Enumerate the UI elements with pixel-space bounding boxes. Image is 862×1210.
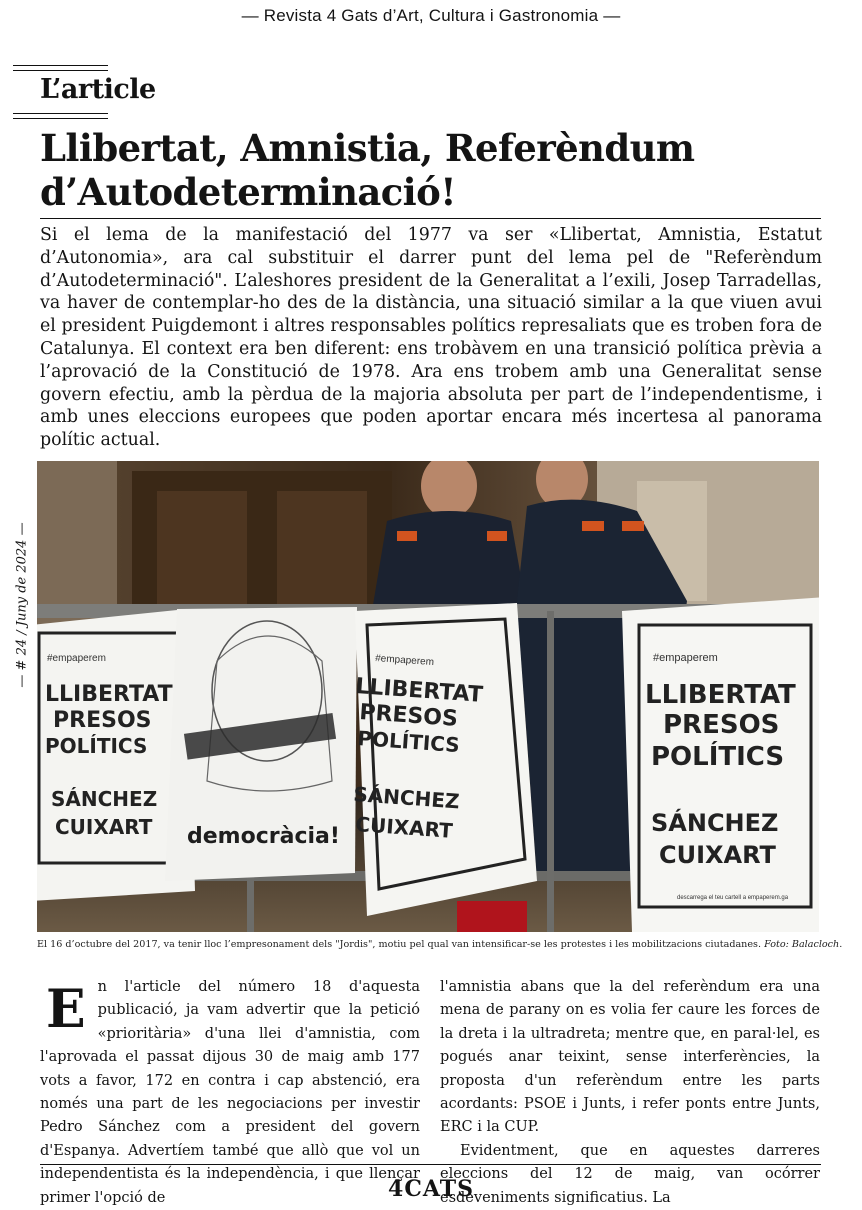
title-rule	[40, 218, 821, 219]
body-paragraph-2: Evidentment, que en aquestes darreres eleccions del 12 de maig, van ocórrer esdeveniments significatius. La	[440, 1142, 820, 1206]
section-rule-bottom	[13, 113, 108, 114]
sign-1-hashtag: #empaperem	[47, 653, 106, 664]
photo-caption	[37, 938, 843, 951]
article-title: Llibertat, Amnistia, Referèndum d’Autodeterminació!	[40, 126, 695, 214]
poster-3	[353, 603, 537, 916]
lead-paragraph	[40, 224, 822, 452]
issue-sidebar	[7, 510, 37, 700]
section-rule-top	[13, 65, 108, 66]
sign-1-line3: POLÍTICS	[45, 734, 148, 758]
sign-1-line5: CUIXART	[55, 815, 153, 839]
magazine-logo: 4CATS	[388, 1176, 474, 1202]
body-left-text: n l'article del número 18 d'aquesta publicació, ja vam advertir que la petició «prioritària» d'una llei d'amnistia, com l'aprovada el passat dijous 30 de maig amb 177 vots a favor, 172 en contra i cap abstenció, era només una part de les negociacions per investir Pedro Sánchez com a president del govern d'Espanya. Advertíem també que allò que vol un independentista és la independència, i que llençar primer l'opció de	[40, 979, 420, 1206]
section-rule-top-2	[13, 70, 108, 71]
drop-cap: E	[46, 979, 86, 1040]
sign-2-slogan: democràcia!	[187, 824, 340, 849]
issue-label: — # 24 / Juny de 2024 —	[14, 522, 30, 688]
sign-1-line1: LLIBERTAT	[45, 682, 173, 707]
sign-4-line5: CUIXART	[659, 841, 776, 869]
sign-4-line4: SÁNCHEZ	[651, 809, 779, 837]
caption-credit: Foto: Balacloch.	[764, 939, 843, 950]
body-paragraph-1	[40, 976, 420, 1210]
sign-3-hashtag: #empaperem	[374, 653, 435, 669]
sign-3-line3: POLÍTICS	[356, 726, 461, 758]
poster-2	[165, 607, 357, 881]
body-column-right	[440, 976, 820, 1210]
sign-4-hashtag: #empaperem	[653, 652, 718, 664]
sign-1-line4: SÁNCHEZ	[51, 787, 158, 811]
sign-4-footer: descarrega el teu cartell a empaperem.ga	[677, 895, 789, 901]
sign-1-line2: PRESOS	[53, 708, 152, 733]
poster-4	[622, 597, 819, 932]
body-column-left	[40, 976, 420, 1210]
sign-3-line2: PRESOS	[358, 700, 459, 732]
body-paragraph-1-cont: l'amnistia abans que la del referèndum era una mena de parany on es volia fer caure les forces de la dreta i la ultradreta; mentre que, en paral·lel, es pogués anar teixint, sense interferències, la proposta d'un referèndum entre les parts acordants: PSOE i Junts, i refer ponts entre Junts, ERC i la CUP.	[440, 979, 820, 1136]
sign-4-line2: PRESOS	[663, 710, 780, 740]
masthead: — Revista 4 Gats d’Art, Cultura i Gastronomia —	[241, 6, 621, 25]
sign-3-line1: LLIBERTAT	[354, 674, 484, 708]
sign-3-line4: SÁNCHEZ	[352, 782, 461, 814]
lead-text: Si el lema de la manifestació del 1977 va ser «Llibertat, Amnistia, Estatut d’Autonomia», ara cal substituir el darrer punt del lema pel de "Referèndum d’Autodeterminació". L’aleshores president de la Generalitat a l’exili, Josep Tarradellas, va haver de contemplar-ho des de la distància, una situació similar a la que viuen avui el president Puigdemont i altres responsables polítics represaliats que es troben fora de Catalunya. El context era ben diferent: ens trobàvem en una transició política prèvia a l’aprovació de la Constitució de 1978. Ara ens trobem amb una Generalitat sense govern efectiu, amb la pèrdua de la majoria absoluta per part de l’independentisme, i amb unes eleccions europees que poden aportar encara més incertesa al panorama polític actual.	[40, 225, 822, 451]
section-rule-bottom-2	[13, 118, 108, 119]
sign-4-line1: LLIBERTAT	[645, 680, 796, 710]
body-rule	[40, 1164, 821, 1165]
article-photo	[37, 461, 819, 932]
sign-4-line3: POLÍTICS	[651, 742, 785, 772]
caption-text: El 16 d’octubre del 2017, va tenir lloc l’empresonament dels "Jordis", motiu pel qual van intensificar-se les protestes i les mobilitzacions ciutadanes.	[37, 939, 762, 950]
section-label: L’article	[40, 74, 156, 105]
sign-3-line5: CUIXART	[354, 812, 454, 843]
